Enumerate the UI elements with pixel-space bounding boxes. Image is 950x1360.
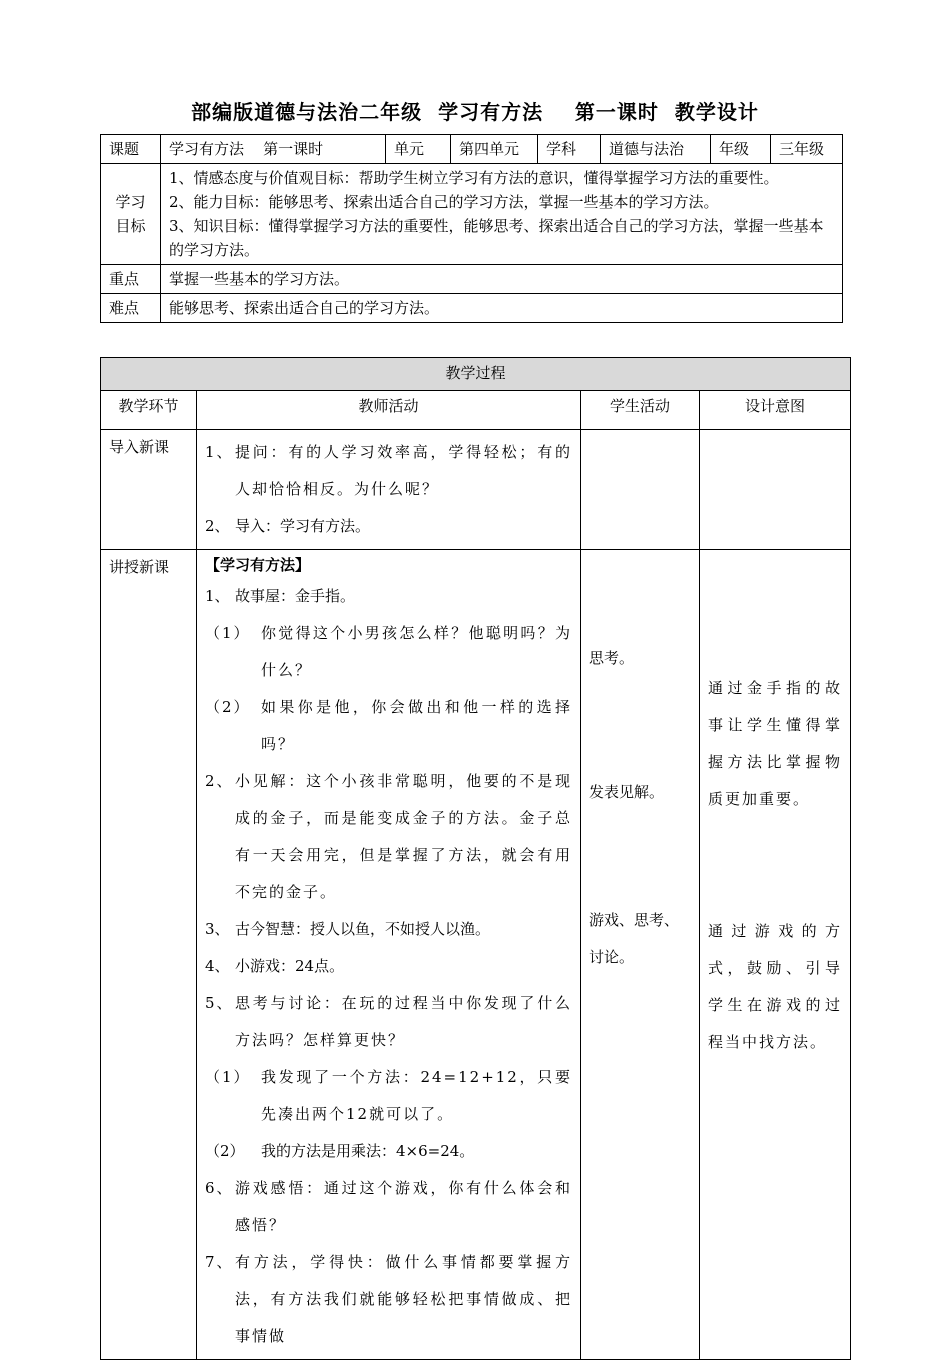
lesson-stage: 讲授新课 [101,550,197,1360]
item-number: 6、 [205,1179,234,1197]
lesson-intent [700,550,851,1360]
list-item [205,508,572,545]
process-band: 教学过程 [101,358,851,391]
item-number: 2、 [205,517,230,535]
unit-label: 单元 [386,135,451,164]
process-band-row [101,358,851,391]
item-text: 我的方法是用乘法：4×6=24。 [261,1142,475,1160]
item-text: 古今智慧：授人以鱼，不如授人以渔。 [235,920,491,938]
item-number: 4、 [205,957,230,975]
topic-value: 学习有方法 第一课时 [161,135,386,164]
difficulty-row [101,294,843,323]
item-number: 3、 [205,920,230,938]
lesson-heading: 【学习有方法】 [205,556,311,574]
list-item [205,578,572,615]
list-item [205,763,572,911]
intro-teacher [197,430,581,550]
list-item [205,985,572,1059]
key-point-value: 掌握一些基本的学习方法。 [161,265,843,294]
goals-label-line2: 目标 [115,217,146,235]
difficulty-label: 难点 [101,294,161,323]
process-header-row [101,391,851,430]
sub-item [205,1059,572,1133]
item-text: 提问：有的人学习效率高，学得轻松；有的人却恰恰相反。为什么呢？ [235,443,572,498]
lesson-row [101,550,851,1360]
item-text: 小游戏：24点。 [235,957,345,975]
student-activity: 游戏、思考、讨论。 [589,911,680,966]
info-row [101,135,843,164]
info-table [100,134,843,323]
item-number: 1、 [205,443,234,461]
item-number: （2） [205,698,251,716]
item-text: 我发现了一个方法：24=12+12，只要先凑出两个12就可以了。 [261,1068,572,1123]
item-number: （2） [205,1142,245,1160]
intro-row [101,430,851,550]
item-text: 有方法，学得快：做什么事情都要掌握方法，有方法我们就能够轻松把事情做成、把事情做 [235,1253,572,1345]
lesson-teacher [197,550,581,1360]
sub-item [205,615,572,689]
design-intent: 通过游戏的方式，鼓励、引导学生在游戏的过程当中找方法。 [708,922,842,1051]
grade-value: 三年级 [771,135,843,164]
item-number: 5、 [205,994,234,1012]
topic-label: 课题 [101,135,161,164]
item-text: 小见解：这个小孩非常聪明，他要的不是现成的金子，而是能变成金子的方法。金子总有一天会用完，但是掌握了方法，就会有用不完的金子。 [235,772,572,901]
list-item [205,1170,572,1244]
intro-stage: 导入新课 [101,430,197,550]
key-point-row [101,265,843,294]
item-text: 游戏感悟：通过这个游戏，你有什么体会和感悟？ [235,1179,572,1234]
design-intent: 通过金手指的故事让学生懂得掌握方法比掌握物质更加重要。 [708,679,842,808]
lesson-student [581,550,700,1360]
list-item [205,434,572,508]
process-table [100,357,851,1360]
item-text: 如果你是他，你会做出和他一样的选择吗？ [261,698,572,753]
intro-student [581,430,700,550]
item-text: 思考与讨论：在玩的过程当中你发现了什么方法吗？怎样算更快？ [235,994,572,1049]
goal-item: 1、情感态度与价值观目标：帮助学生树立学习有方法的意识，懂得掌握学习方法的重要性。 [169,169,779,187]
col-header-student: 学生活动 [581,391,700,430]
item-text: 你觉得这个小男孩怎么样？他聪明吗？为什么？ [261,624,572,679]
item-number: （1） [205,1068,251,1086]
list-item [205,911,572,948]
item-number: 7、 [205,1253,234,1271]
subject-label: 学科 [538,135,601,164]
difficulty-value: 能够思考、探索出适合自己的学习方法。 [161,294,843,323]
goals-content [161,164,843,265]
list-item [205,1244,572,1355]
student-activity: 思考。 [589,649,635,667]
key-point-label: 重点 [101,265,161,294]
intro-intent [700,430,851,550]
grade-label: 年级 [711,135,771,164]
goals-row [101,164,843,265]
item-number: （1） [205,624,251,642]
document-title: 部编版道德与法治二年级 学习有方法 第一课时 教学设计 [191,100,759,124]
subject-value: 道德与法治 [601,135,711,164]
list-item [205,948,572,985]
item-text: 故事屋：金手指。 [235,587,356,605]
col-header-intent: 设计意图 [700,391,851,430]
item-text: 导入：学习有方法。 [235,517,371,535]
student-activity: 发表见解。 [589,783,665,801]
col-header-stage: 教学环节 [101,391,197,430]
item-number: 2、 [205,772,234,790]
item-number: 1、 [205,587,230,605]
goals-label-line1: 学习 [115,193,146,211]
goals-label [101,164,161,265]
unit-value: 第四单元 [451,135,538,164]
sub-item [205,689,572,763]
sub-item [205,1133,572,1170]
col-header-teacher: 教师活动 [197,391,581,430]
goal-item: 3、知识目标：懂得掌握学习方法的重要性，能够思考、探索出适合自己的学习方法，掌握一些基本的学习方法。 [169,217,824,259]
goal-item: 2、能力目标：能够思考、探索出适合自己的学习方法，掌握一些基本的学习方法。 [169,193,719,211]
